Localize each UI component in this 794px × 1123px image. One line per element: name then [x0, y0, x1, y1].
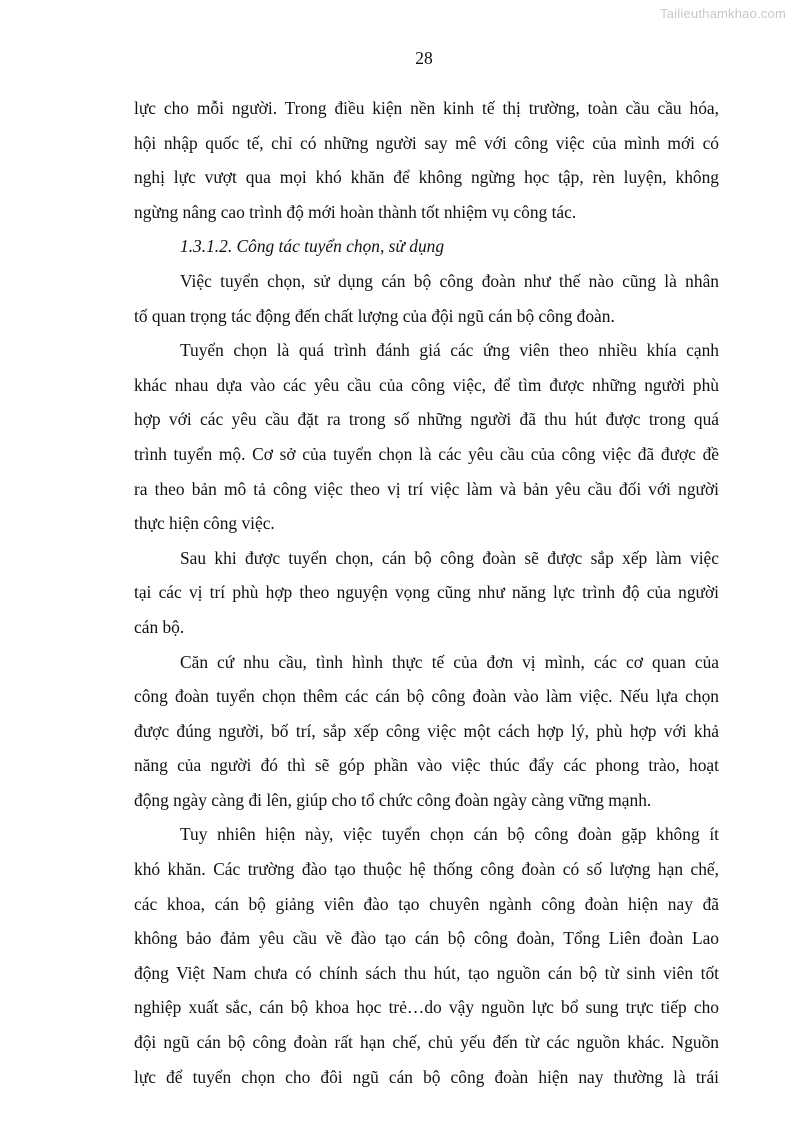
text-line: thực hiện công việc.	[134, 513, 275, 534]
text-line: nghiệp xuất sắc, cán bộ khoa học trẻ…do vậy nguồn lực bổ sung trực tiếp cho	[134, 997, 719, 1018]
paragraph	[134, 264, 719, 333]
paragraph	[134, 333, 719, 541]
text-line: Việc tuyển chọn, sử dụng cán bộ công đoàn như thế nào cũng là nhân	[180, 270, 719, 291]
text-line: động Việt Nam chưa có chính sách thu hút, tạo nguồn cán bộ từ sinh viên tốt	[134, 962, 719, 983]
text-line: đội ngũ cán bộ công đoàn rất hạn chế, chủ yếu đến từ các nguồn khác. Nguồn	[134, 1032, 719, 1053]
text-line: tố quan trọng tác động đến chất lượng của đội ngũ cán bộ công đoàn.	[134, 305, 615, 326]
text-line: hội nhập quốc tế, chỉ có những người say mê với công việc của mình mới có	[134, 132, 719, 153]
text-line: khác nhau dựa vào các yêu cầu của công việc, để tìm được những người phù	[134, 374, 719, 395]
text-line: các khoa, cán bộ giảng viên đào tạo chuyên ngành công đoàn hiện nay đã	[134, 893, 719, 914]
text-line: hợp với các yêu cầu đặt ra trong số những người đã thu hút được trong quá	[134, 409, 719, 430]
text-line: Tuyển chọn là quá trình đánh giá các ứng viên theo nhiều khía cạnh	[180, 340, 719, 361]
document-body	[134, 91, 719, 1094]
text-line: lực để tuyển chọn cho đôi ngũ cán bộ công đoàn hiện nay thường là trái	[134, 1066, 719, 1087]
paragraph	[134, 91, 719, 229]
text-line: trình tuyển mộ. Cơ sở của tuyển chọn là các yêu cầu của công việc đã được đề	[134, 443, 719, 464]
text-line: lực cho mỗi người. Trong điều kiện nền kinh tế thị trường, toàn cầu cầu hóa,	[134, 98, 719, 118]
text-line: cán bộ.	[134, 616, 185, 637]
text-line: Căn cứ nhu cầu, tình hình thực tế của đơn vị mình, các cơ quan của	[180, 651, 719, 672]
text-line: không bảo đảm yêu cầu về đào tạo cán bộ công đoàn, Tổng Liên đoàn Lao	[134, 928, 719, 949]
text-line: được đúng người, bố trí, sắp xếp công việc một cách hợp lý, phù hợp với khả	[134, 720, 719, 741]
page-number: 28	[415, 48, 433, 68]
text-line: Tuy nhiên hiện này, việc tuyển chọn cán bộ công đoàn gặp không ít	[180, 824, 719, 845]
watermark: Tailieuthamkhao.com	[660, 6, 786, 21]
text-line: công đoàn tuyển chọn thêm các cán bộ công đoàn vào làm việc. Nếu lựa chọn	[134, 686, 719, 707]
text-line: động ngày càng đi lên, giúp cho tổ chức công đoàn ngày càng vững mạnh.	[134, 789, 652, 810]
text-line: khó khăn. Các trường đào tạo thuộc hệ thống công đoàn có số lượng hạn chế,	[134, 859, 719, 880]
text-line: ngừng nâng cao trình độ mới hoàn thành tốt nhiệm vụ công tác.	[134, 201, 577, 222]
text-line: nghị lực vượt qua mọi khó khăn để không ngừng học tập, rèn luyện, không	[134, 167, 719, 188]
text-line: Sau khi được tuyển chọn, cán bộ công đoàn sẽ được sắp xếp làm việc	[180, 547, 719, 568]
section-heading	[134, 229, 719, 264]
text-line: năng của người đó thì sẽ góp phần vào việc thúc đẩy các phong trào, hoạt	[134, 755, 719, 776]
paragraph	[134, 645, 719, 818]
paragraph	[134, 541, 719, 645]
text-line: tại các vị trí phù hợp theo nguyện vọng cũng như năng lực trình độ của người	[134, 582, 719, 603]
heading-line: 1.3.1.2. Công tác tuyển chọn, sử dụng	[180, 236, 445, 257]
text-line: ra theo bản mô tả công việc theo vị trí việc làm và bản yêu cầu đối với người	[134, 478, 719, 499]
paragraph	[134, 817, 719, 1094]
